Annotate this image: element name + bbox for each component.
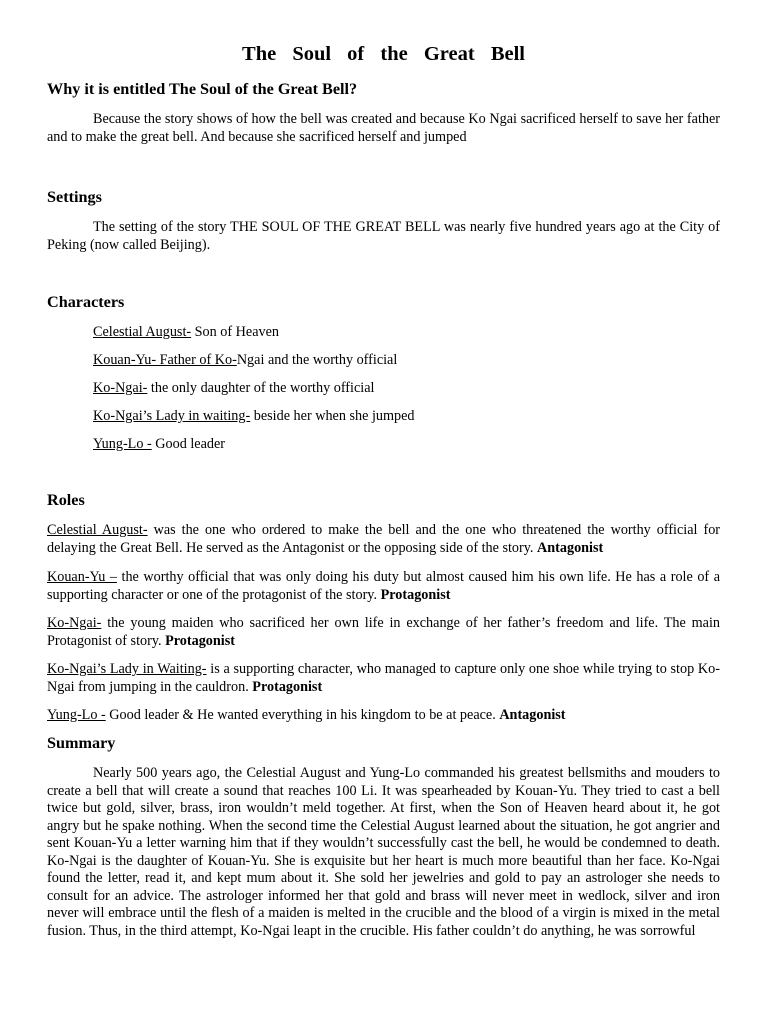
- role-item: [47, 661, 720, 696]
- settings-paragraph: The setting of the story THE SOUL OF THE GREAT BELL was nearly five hundred years ago at the City of Peking (now called Beijing).: [47, 219, 720, 253]
- settings-heading: Settings: [47, 188, 102, 206]
- why-heading: Why it is entitled The Soul of the Great Bell?: [47, 80, 358, 98]
- role-item: [47, 615, 720, 650]
- character-name: Ko-Ngai-: [93, 380, 148, 396]
- character-item: [93, 408, 415, 425]
- character-desc: beside her when she jumped: [250, 408, 415, 424]
- character-desc: Ngai and the worthy official: [236, 352, 398, 368]
- character-desc: the only daughter of the worthy official: [147, 380, 375, 396]
- role-name: Ko-Ngai-: [47, 615, 102, 631]
- role-desc: Good leader & He wanted everything in his kingdom to be at peace.: [105, 707, 500, 723]
- role-desc: the worthy official that was only doing his duty but almost caused him his own life. He has a role of a supporting character or one of the protagonist of the story.: [47, 569, 720, 603]
- character-desc: Son of Heaven: [191, 324, 279, 340]
- role-item: [47, 707, 720, 725]
- character-item: [93, 324, 279, 341]
- character-item: [93, 380, 374, 397]
- role-name: Kouan-Yu –: [47, 569, 117, 585]
- role-desc: was the one who ordered to make the bell and the one who threatened the worthy official for delaying the Great Bell. He served as the Antagonist or the opposing side of the story.: [47, 522, 721, 556]
- character-item: [93, 436, 225, 453]
- role-type: Protagonist: [165, 632, 235, 649]
- character-name: Kouan-Yu- Father of Ko-: [93, 352, 237, 368]
- role-name: Celestial August-: [47, 522, 148, 538]
- role-type: Antagonist: [499, 707, 566, 723]
- role-type: Antagonist: [537, 539, 604, 556]
- role-name: Yung-Lo -: [47, 707, 106, 723]
- role-name: Ko-Ngai’s Lady in Waiting-: [47, 661, 207, 677]
- character-name: Yung-Lo -: [93, 436, 152, 452]
- role-desc: the young maiden who sacrificed her own life in exchange of her father’s freedom and life. The main Protagonist of story.: [47, 615, 720, 649]
- character-desc: Good leader: [151, 436, 225, 452]
- document-title: The Soul of the Great Bell: [242, 43, 525, 65]
- character-item: [93, 352, 397, 369]
- character-name: Celestial August-: [93, 324, 192, 340]
- role-type: Protagonist: [380, 586, 451, 603]
- role-item: [47, 569, 720, 604]
- role-type: Protagonist: [252, 678, 323, 695]
- characters-heading: Characters: [47, 293, 125, 311]
- summary-heading: Summary: [47, 734, 116, 752]
- roles-heading: Roles: [47, 491, 85, 509]
- role-item: [47, 522, 720, 557]
- why-paragraph: Because the story shows of how the bell was created and because Ko Ngai sacrificed herself to save her father and to make the great bell. And because she sacrificed herself and jumped: [47, 111, 720, 145]
- summary-paragraph: Nearly 500 years ago, the Celestial August and Yung-Lo commanded his greatest bellsmiths and mouders to create a bell that will create a sound that reaches 100 Li. It was spearheaded by Kouan-Yu. They tried to cast a bell twice but gold, silver, brass, iron wouldn’t meld together. At first, when the Son of Heaven heard about it, he got angry but he spake nothing. When the second time the Celestial August learned about the situation, he got angrier and sent Kouan-Yu a letter warning him that if they wouldn’t successfully cast the bell, he would be condemned to death. Ko-Ngai is the daughter of Kouan-Yu. She is exquisite but her heart is much more beautiful than her face. Ko-Ngai found the letter, read it, and kept mum about it. She sold her jewelries and gold to pay an astrologer she needs to consult for an advice. The astrologer informed her that gold and brass will never meet in wedlock, silver and iron never will embrace until the flesh of a maiden is melted in the crucible and the blood of a virgin is mixed in the metal fusion. Thus, in the third attempt, Ko-Ngai leapt in the crucible. His father couldn’t do anything, he was sorrowful: [47, 765, 720, 939]
- character-name: Ko-Ngai’s Lady in waiting-: [93, 408, 251, 424]
- role-desc: is a supporting character, who managed to capture only one shoe while trying to stop Ko-Ngai from jumping in the cauldron.: [47, 661, 720, 695]
